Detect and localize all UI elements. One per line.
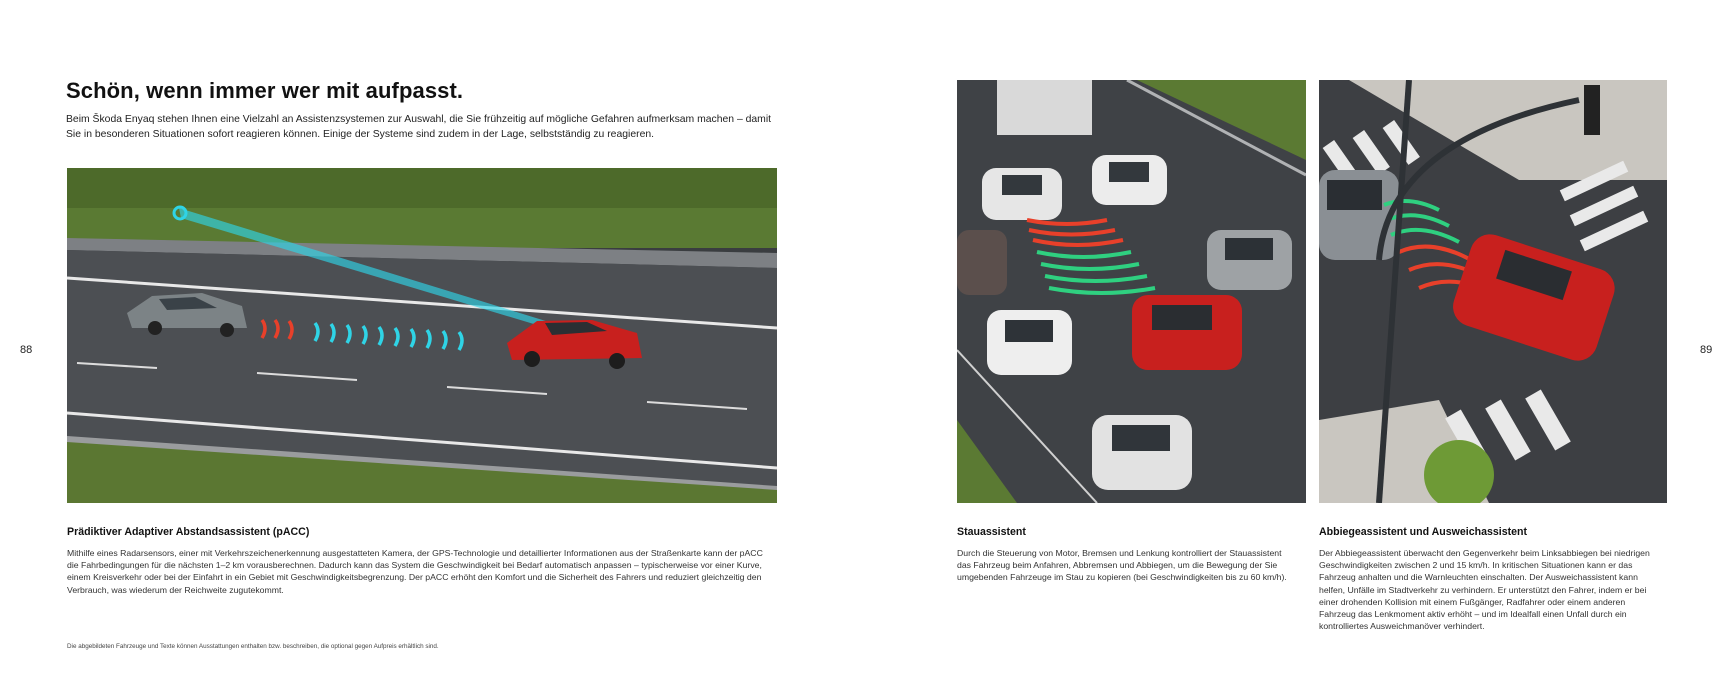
- stau-traffic-photo: [957, 80, 1306, 503]
- abbiege-illustration: [1319, 80, 1667, 503]
- stau-illustration: [957, 80, 1306, 503]
- pacc-body: Mithilfe eines Radarsensors, einer mit Verkehrszeichenerkennung ausgestatteten Kamera, der GPS-Technologie und detaillierter Informationen aus der Straßenkarte kann der pACC die Fahrbedingungen für die nächsten 1–2 km vorausberechnen. Dadurch kann das System die Geschwindigkeit bei Bedarf automatisch anpassen – typischerweise vor einer Kurve, einem Kreisverkehr oder bei der Einfahrt in ein Gebiet mit Geschwindigkeitsbegrenzung. Der pACC erhöht den Komfort und die Sicherheit des Fahrers und reduziert gleichzeitig den Verbrauch, was wiederum der Reichweite zugutekommt.: [67, 548, 763, 595]
- traffic-light: [1584, 85, 1600, 135]
- stau-title: Stauassistent: [957, 526, 1026, 538]
- white-car-4: [1092, 415, 1192, 490]
- intro-paragraph: Beim Škoda Enyaq stehen Ihnen eine Vielzahl an Assistenzsystemen zur Auswahl, die Sie frühzeitig auf mögliche Gefahren aufmerksam machen – damit Sie in besonderen Situationen sofort reagieren können. Einige der Systeme sind zudem in der Lage, selbstständig zu reagieren.: [66, 114, 772, 140]
- pacc-highway-photo: [67, 168, 777, 503]
- page-headline: Schön, wenn immer wer mit aufpasst.: [66, 78, 464, 103]
- dark-car: [957, 230, 1007, 295]
- page-number-left: 88: [20, 344, 33, 356]
- grey-car: [1207, 230, 1292, 290]
- truck: [997, 80, 1092, 135]
- stau-body: Durch die Steuerung von Motor, Bremsen und Lenkung kontrolliert der Stauassistent das Fahrzeug beim Anfahren, Abbremsen und Abbiegen, um die Bewegung der Sie umgebenden Fahrzeuge im Stau zu kopieren (bei Geschwindigkeiten bis zu 60 km/h).: [957, 548, 1287, 583]
- red-enyaq-stau: [1132, 295, 1242, 370]
- pacc-illustration: [67, 168, 777, 503]
- abbiege-title: Abbiegeassistent und Ausweichassistent: [1319, 526, 1528, 538]
- page-number-right: 89: [1700, 344, 1713, 356]
- white-car-3: [987, 310, 1072, 375]
- pacc-title: Prädiktiver Adaptiver Abstandsassistent (pACC): [67, 526, 310, 538]
- abbiege-body: Der Abbiegeassistent überwacht den Gegenverkehr beim Linksabbiegen bei niedrigen Geschwindigkeiten zwischen 2 und 15 km/h. In kritischen Situationen kann er das Fahrzeug anhalten und die Warnleuchten einschalten. Der Ausweichassistent kann helfen, Unfälle im Stadtverkehr zu verhindern. Er unterstützt den Fahrer, indem er bei einer drohenden Kollision mit einem Fußgänger, Radfahrer oder einem anderen Fahrzeug das Lenkmoment aktiv erhöht – und im Idealfall einen Unfall durch ein kontrolliertes Ausweichmanöver verhindert.: [1319, 548, 1650, 632]
- white-car-2: [1092, 155, 1167, 205]
- white-car-1: [982, 168, 1062, 220]
- legal-footnote: Die abgebildeten Fahrzeuge und Texte können Ausstattungen enthalten bzw. beschreiben, die optional gegen Aufpreis erhältlich sind.: [67, 643, 439, 650]
- abbiege-intersection-photo: [1319, 80, 1667, 503]
